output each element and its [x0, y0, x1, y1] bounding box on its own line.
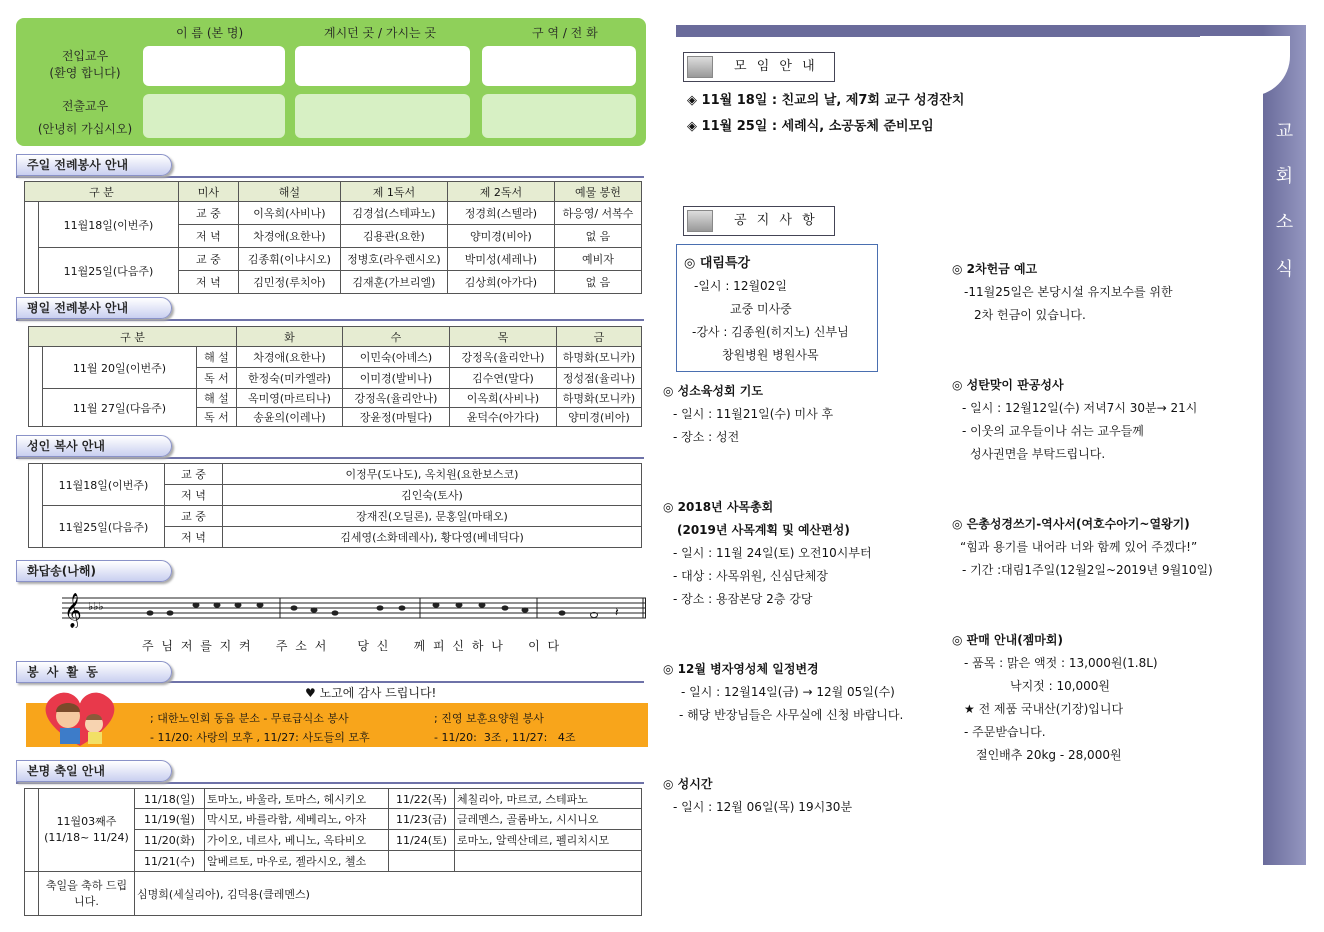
divider [16, 319, 644, 321]
meeting-header: 모 임 안 내 [683, 52, 835, 82]
section-altar-servers: 성인 복사 안내 [16, 435, 172, 457]
section-weekday-liturgy: 평일 전례봉사 안내 [16, 297, 172, 319]
pastoral-assembly: ◎ 2018년 사목총회 (2019년 사목계획 및 예산편성) - 일시 : 11월 24일(토) 오전10시부터 - 대상 : 사목위원, 신심단체장 - 장소 : 용잠본당 2층 강당 [663, 500, 872, 606]
holy-hour: ◎ 성시간 - 일시 : 12월 06일(목) 19시30분 [663, 777, 853, 814]
outgoing-place-cell [295, 94, 470, 138]
svg-text:𝄽: 𝄽 [615, 605, 619, 619]
incoming-place-cell [295, 46, 470, 86]
header-name: 이 름 (본 명) [176, 26, 244, 40]
sunday-liturgy-table: 구 분 미사 해설 제 1독서 제 2독서 예물 봉헌 11월18일(이번주) 교 중 이옥희(사비나) 김경섭(스테파노) 정경희(스텔라) 하응영/ 서복수 저 녁 차경애(요한나) 김용관(요한) 양미경(비아) 없 음 11월25일(다음주) 교 중 김종휘(이냐시오) 정병호(라우렌시오) 박미성(세레나) 예비자 저 녁 김민정(루치아) 김재훈(가브리엘) 김상희(아가다) 없 음 [24, 181, 642, 294]
second-collection: ◎ 2차헌금 예고 -11월25일은 본당시설 유지보수를 위한 2차 헌금이 있습니다. [952, 262, 1173, 322]
side-title-1: 교 [1275, 121, 1294, 142]
christmas-confession: ◎ 성탄맞이 판공성사 - 일시 : 12월12일(수) 저녁7시 30분→ 21시 - 이웃의 교우들이나 쉬는 교우들께 성사권면을 부탁드립니다. [952, 378, 1198, 461]
outgoing-phone-cell [482, 94, 636, 138]
volunteer-title: ♥ 노고에 감사 드립니다! [305, 686, 437, 700]
portrait-icon [687, 210, 713, 232]
side-title-4: 식 [1275, 259, 1294, 280]
portrait-icon [687, 56, 713, 78]
side-bar [1263, 25, 1306, 865]
bible-copying: ◎ 은총성경쓰기-역사서(여호수아기~열왕기) “힘과 용기를 내어라 너와 함께 있어 주겠다!” - 기간 :대림1주일(12월2일~2019년 9월10일) [952, 517, 1213, 577]
volunteer-left: ; 대한노인회 동읍 분소 - 무료급식소 봉사 - 11/20: 사랑의 모후 , 11/27: 사도들의 모후 [150, 712, 370, 744]
svg-text:♭♭♭: ♭♭♭ [88, 600, 104, 613]
side-title-2: 회 [1275, 166, 1294, 187]
altar-servers-table: 11월18일(이번주) 교 중 이정무(도나도), 옥치원(요한보스코) 저 녁 김인숙(토사) 11월25일(다음주) 교 중 장재진(오딜론), 문홍일(마태오) 저 녁 김세영(소화데레사), 황다영(베네딕다) [28, 463, 642, 548]
weekday-liturgy-table: 구 분 화 수 목 금 11월 20일(이번주) 해 설 차경애(요한나) 이민숙(아녜스) 강정옥(율리안나) 하명화(모니카) 독 서 한정숙(미카엘라) 이미경(발비나) 김수연(말다) 정성점(율리나) 11월 27일(다음주) 해 설 옥미영(마르티나) 강정옥(율리안나) 이옥희(사비나) 하명화(모니카) 독 서 송윤의(이레나) 장윤정(마틸다) 윤덕수(아가다) 양미경(비아) [28, 326, 642, 427]
side-title-3: 소 [1275, 212, 1294, 233]
feast-days-table: 11월03째주 (11/18~ 11/24) 11/18(일) 토마노, 바울라, 토마스, 헤시키오 11/22(목) 체칠리아, 마르코, 스테파노 11/19(월) 막시모, 바를라함, 세베리노, 아자 11/23(금) 글레멘스, 골롬바노, 시시니오 11/20(화) 가이오, 네르사, 베니노, 옥타비오 11/24(토) 로마노, 알렉산데르, 펠리치시모 11/21(수) 알베르토, 마우로, 젤라시오, 첼소 축일을 축하 드립니다. 심명희(세실리아), 김덕용(클레멘스) [24, 788, 642, 916]
meeting-line-1: ◈ 11월 18일 : 친교의 날, 제7회 교구 성경잔치 [687, 93, 965, 108]
outgoing-name-cell [143, 94, 285, 138]
header-place: 계시던 곳 / 가시는 곳 [324, 26, 437, 40]
sick-communion: ◎ 12월 병자영성체 일정변경 - 일시 : 12월14일(금) → 12월 05일(수) - 해당 반장님들은 사무실에 신청 바랍니다. [663, 662, 904, 722]
divider [16, 457, 644, 459]
meeting-line-2: ◈ 11월 25일 : 세례식, 소공동체 준비모임 [687, 119, 934, 134]
divider [16, 782, 644, 784]
volunteer-illustration [34, 686, 126, 750]
notice-header: 공 지 사 항 [683, 206, 835, 236]
section-feast-days: 본명 축일 안내 [16, 760, 172, 782]
label-outgoing: 전출교우 (안녕히 가십시오) [37, 99, 133, 136]
psalm-score [62, 592, 646, 628]
section-volunteer: 봉 사 활 동 [16, 661, 172, 683]
label-incoming: 전입교우 (환영 합니다) [49, 49, 121, 80]
heart-icon: ♥ [305, 686, 316, 700]
psalm-lyrics: 주 님 저 를 지 켜 주 소 서 당 신 께 피 신 하 나 이 다 [142, 639, 562, 653]
incoming-name-cell [143, 46, 285, 86]
header-phone: 구 역 / 전 화 [532, 26, 598, 40]
section-psalm: 화답송(나해) [16, 560, 172, 582]
vocation-prayer: ◎ 성소육성회 기도 - 일시 : 11월21일(수) 미사 후 - 장소 : 성전 [663, 384, 834, 444]
divider [16, 176, 644, 178]
sales-notice: ◎ 판매 안내(젬마회) - 품목 : 맑은 액젓 : 13,000원(1.8L) 낙지젓 : 10,000원 ★ 전 제품 국내산(기장)입니다 - 주문받습니다. 절인배추 20kg - 28,000원 [952, 633, 1158, 762]
volunteer-right: ; 진영 보훈요양원 봉사 - 11/20: 3조 , 11/27: 4조 [434, 712, 576, 744]
incoming-phone-cell [482, 46, 636, 86]
advent-lecture: ◎ 대림특강 -일시 : 12월02일 교중 미사중 -강사 : 김종원(히지노) 신부님 창원병원 병원사목 [684, 256, 849, 362]
svg-text:𝄞: 𝄞 [64, 593, 82, 628]
new-departing-members-box [16, 18, 646, 146]
section-sunday-liturgy: 주일 전례봉사 안내 [16, 154, 172, 176]
